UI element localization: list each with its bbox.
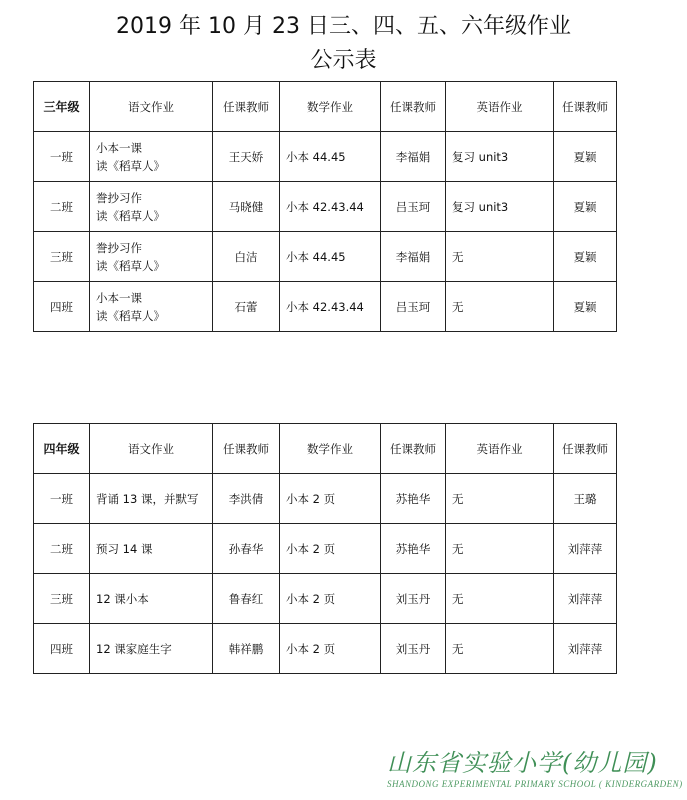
chinese-homework-cell: 12 课家庭生字: [90, 624, 213, 674]
english-homework-cell: 复习 unit3: [446, 132, 554, 182]
grade4-table: [33, 423, 617, 674]
chinese-line: 誊抄习作: [96, 240, 142, 255]
header-english: 英语作业: [446, 424, 554, 474]
header-chinese: 语文作业: [90, 82, 213, 132]
class-cell: 二班: [34, 182, 90, 232]
math-teacher-cell: 李福娟: [381, 132, 446, 182]
table-row: [34, 474, 617, 524]
english-homework-cell: 无: [446, 282, 554, 332]
chinese-teacher-cell: 孙春华: [213, 524, 280, 574]
header-teacher: 任课教师: [381, 424, 446, 474]
english-teacher-cell: 夏颖: [554, 132, 617, 182]
chinese-homework-cell: [90, 232, 213, 282]
class-cell: 四班: [34, 282, 90, 332]
chinese-homework-cell: [90, 132, 213, 182]
chinese-teacher-cell: 石蕾: [213, 282, 280, 332]
chinese-teacher-cell: 白洁: [213, 232, 280, 282]
chinese-line: 誊抄习作: [96, 190, 142, 205]
chinese-line: 读《稻草人》: [96, 258, 165, 273]
school-name-cn: 山东省实验小学(幼儿园): [387, 749, 658, 777]
english-teacher-cell: 夏颖: [554, 282, 617, 332]
math-teacher-cell: 苏艳华: [381, 474, 446, 524]
english-homework-cell: 无: [446, 232, 554, 282]
class-cell: 三班: [34, 574, 90, 624]
header-teacher: 任课教师: [213, 424, 280, 474]
math-homework-cell: 小本 2 页: [280, 574, 381, 624]
math-teacher-cell: 李福娟: [381, 232, 446, 282]
chinese-line: 读《稻草人》: [96, 158, 165, 173]
table-row: [34, 624, 617, 674]
header-teacher: 任课教师: [554, 424, 617, 474]
chinese-line: 读《稻草人》: [96, 208, 165, 223]
class-cell: 四班: [34, 624, 90, 674]
english-teacher-cell: 夏颖: [554, 182, 617, 232]
class-cell: 一班: [34, 132, 90, 182]
english-homework-cell: 复习 unit3: [446, 182, 554, 232]
english-homework-cell: 无: [446, 574, 554, 624]
chinese-homework-cell: [90, 282, 213, 332]
english-homework-cell: 无: [446, 524, 554, 574]
chinese-homework-cell: 预习 14 课: [90, 524, 213, 574]
page-subtitle: 公示表: [310, 48, 377, 73]
header-math: 数学作业: [280, 82, 381, 132]
table-row: [34, 524, 617, 574]
math-teacher-cell: 刘玉丹: [381, 574, 446, 624]
chinese-line: 小本一课: [96, 140, 142, 155]
chinese-teacher-cell: 鲁春红: [213, 574, 280, 624]
english-teacher-cell: 刘萍萍: [554, 624, 617, 674]
table-header-row: [34, 82, 617, 132]
class-cell: 二班: [34, 524, 90, 574]
math-homework-cell: 小本 2 页: [280, 474, 381, 524]
math-homework-cell: 小本 2 页: [280, 624, 381, 674]
table-header-row: [34, 424, 617, 474]
header-math: 数学作业: [280, 424, 381, 474]
math-homework-cell: 小本 42.43.44: [280, 282, 381, 332]
table-row: [34, 574, 617, 624]
chinese-teacher-cell: 马晓健: [213, 182, 280, 232]
english-homework-cell: 无: [446, 474, 554, 524]
chinese-line: 读《稻草人》: [96, 308, 165, 323]
english-teacher-cell: 刘萍萍: [554, 524, 617, 574]
grade-label: 四年级: [34, 424, 90, 474]
chinese-homework-cell: 背诵 13 课，并默写: [90, 474, 213, 524]
english-homework-cell: 无: [446, 624, 554, 674]
chinese-line: 小本一课: [96, 290, 142, 305]
english-teacher-cell: 刘萍萍: [554, 574, 617, 624]
english-teacher-cell: 夏颖: [554, 232, 617, 282]
chinese-teacher-cell: 韩祥鹏: [213, 624, 280, 674]
math-teacher-cell: 吕玉珂: [381, 282, 446, 332]
header-teacher: 任课教师: [554, 82, 617, 132]
table-row: [34, 282, 617, 332]
chinese-homework-cell: [90, 182, 213, 232]
school-name-en: SHANDONG EXPERIMENTAL PRIMARY SCHOOL ( KINDERGARDEN): [387, 779, 683, 789]
chinese-homework-cell: 12 课小本: [90, 574, 213, 624]
header-chinese: 语文作业: [90, 424, 213, 474]
math-homework-cell: 小本 44.45: [280, 232, 381, 282]
table-row: [34, 232, 617, 282]
header-teacher: 任课教师: [213, 82, 280, 132]
school-watermark: [387, 748, 687, 790]
table-row: [34, 182, 617, 232]
english-teacher-cell: 王璐: [554, 474, 617, 524]
chinese-teacher-cell: 王天娇: [213, 132, 280, 182]
grade3-table: [33, 81, 617, 332]
header-teacher: 任课教师: [381, 82, 446, 132]
header-english: 英语作业: [446, 82, 554, 132]
table-row: [34, 132, 617, 182]
math-homework-cell: 小本 44.45: [280, 132, 381, 182]
class-cell: 三班: [34, 232, 90, 282]
grade-label: 三年级: [34, 82, 90, 132]
math-homework-cell: 小本 42.43.44: [280, 182, 381, 232]
math-teacher-cell: 刘玉丹: [381, 624, 446, 674]
math-teacher-cell: 苏艳华: [381, 524, 446, 574]
chinese-teacher-cell: 李洪倩: [213, 474, 280, 524]
class-cell: 一班: [34, 474, 90, 524]
math-teacher-cell: 吕玉珂: [381, 182, 446, 232]
math-homework-cell: 小本 2 页: [280, 524, 381, 574]
page-title: 2019 年 10 月 23 日三、四、五、六年级作业: [116, 14, 571, 39]
